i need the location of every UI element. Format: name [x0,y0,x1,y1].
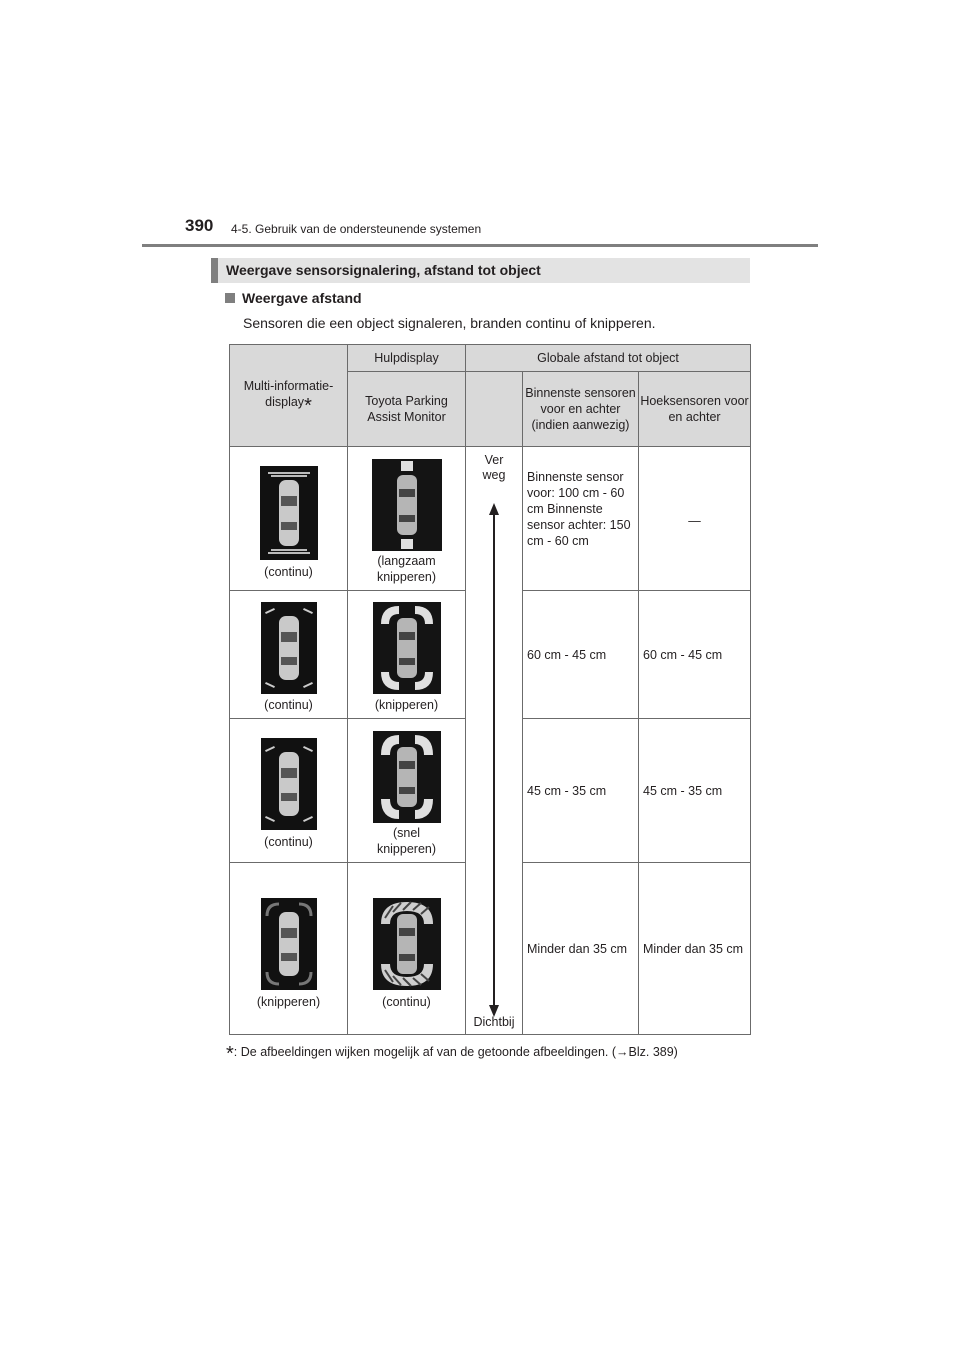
footnote-star: * [226,1043,234,1065]
corner-sensor-value: 60 cm - 45 cm [639,591,751,719]
help-display-cell [348,591,466,719]
help-display-car-image [373,898,441,990]
subsection-title [225,290,362,306]
footnote-text: : De afbeeldingen wijken mogelijk af van de getoonde afbeeldingen. (→Blz. 389) [233,1045,678,1059]
help-display-car-image [373,602,441,694]
multi-display-car-image [260,466,318,560]
help-display-car-image [373,731,441,823]
header-empty-cell [466,372,523,447]
multi-display-cell [230,719,348,863]
help-display-caption: (langzaam knipperen) [376,554,437,584]
multi-display-caption: (knipperen) [256,995,321,1009]
inner-sensor-value: Minder dan 35 cm [523,863,639,1035]
help-display-caption: (knipperen) [374,698,439,712]
header-inner-sensors: Binnenste sensoren voor en achter (indien aanwezig) [523,372,639,447]
footnote-marker: * [304,394,312,417]
help-display-caption: (snel knipperen) [376,826,437,856]
multi-display-car-image [261,738,317,830]
sensor-distance-table [229,344,751,1035]
corner-sensor-value: Minder dan 35 cm [639,863,751,1035]
footnote [226,1043,678,1066]
help-display-caption: (continu) [382,995,431,1009]
help-display-car-image [372,459,442,551]
help-display-cell [348,719,466,863]
subsection-title-text: Weergave afstand [242,290,362,306]
corner-sensor-value: 45 cm - 35 cm [639,719,751,863]
section-heading [211,258,750,283]
section-heading-text: Weergave sensorsignalering, afstand tot object [226,262,541,278]
inner-sensor-value: 45 cm - 35 cm [523,719,639,863]
multi-display-cell [230,447,348,591]
help-display-cell [348,447,466,591]
multi-display-cell [230,591,348,719]
distance-arrow-icon [466,447,523,1035]
header-toyota-monitor: Toyota Parking Assist Monitor [348,372,466,447]
multi-display-cell [230,863,348,1035]
intro-text: Sensoren die een object signaleren, branden continu of knipperen. [243,315,656,331]
multi-display-caption: (continu) [264,565,313,579]
inner-sensor-value: Binnenste sensor voor: 100 cm - 60 cm Binnenste sensor achter: 150 cm - 60 cm [523,447,639,591]
help-display-cell [348,863,466,1035]
header-global-distance: Globale afstand tot object [466,345,751,372]
square-bullet-icon [225,293,235,303]
page-number: 390 [185,216,214,235]
inner-sensor-value: 60 cm - 45 cm [523,591,639,719]
near-label: Dichtbij [473,1015,515,1029]
header-help-display: Hulpdisplay [348,345,466,372]
multi-display-caption: (continu) [264,835,313,849]
chapter-title: 4-5. Gebruik van de ondersteunende systemen [231,222,482,236]
header-multi-label: Multi-informatie-display [243,378,334,409]
corner-sensor-value: — [639,447,751,591]
far-label: Ver weg [482,453,506,482]
distance-arrow-column [466,447,523,1035]
multi-display-caption: (continu) [264,698,313,712]
multi-display-car-image [261,602,317,694]
header-rule [142,244,818,247]
header-multi-info-display [230,345,348,447]
header-corner-sensors: Hoeksensoren voor en achter [639,372,751,447]
multi-display-car-image [261,898,317,990]
